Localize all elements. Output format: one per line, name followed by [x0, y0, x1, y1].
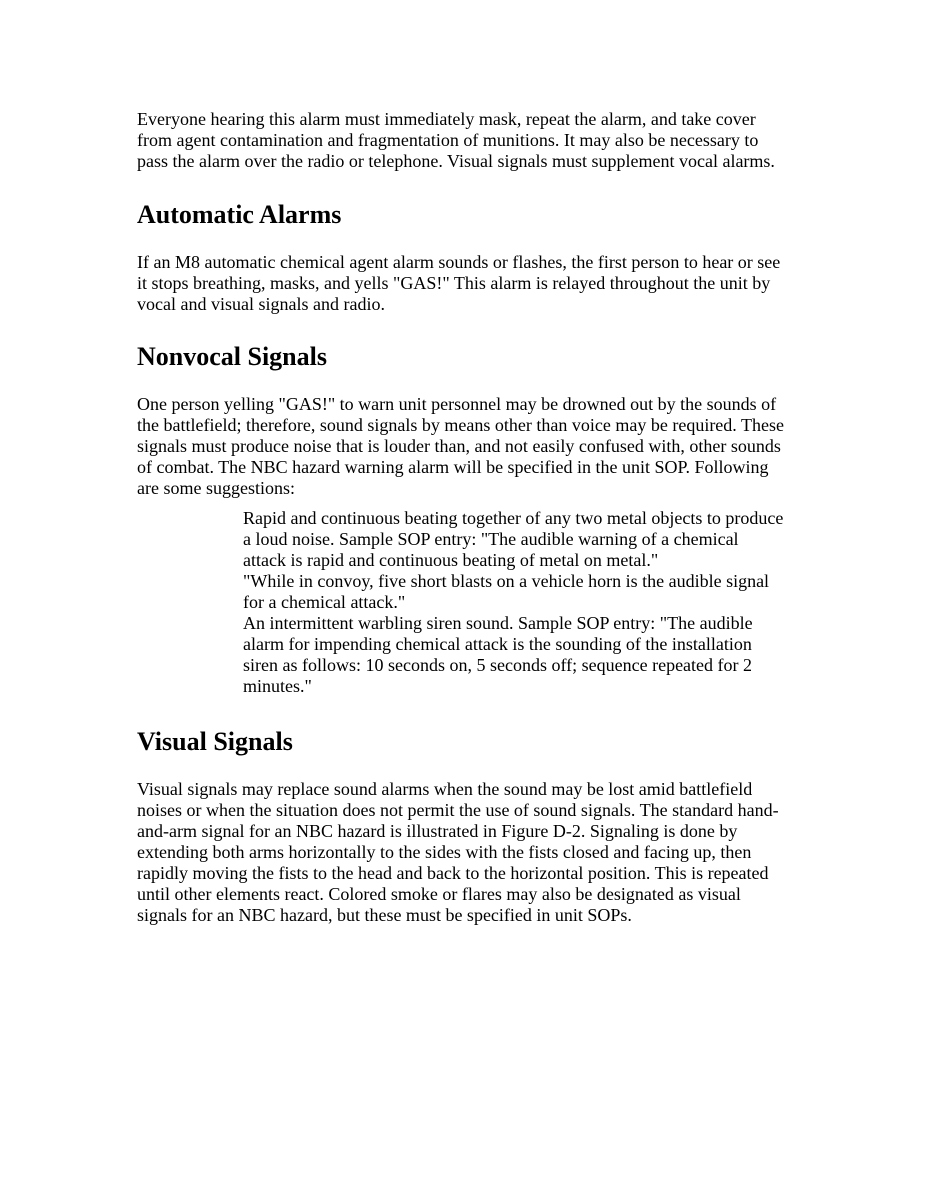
- text-line: and-arm signal for an NBC hazard is illustrated in Figure D-2. Signaling is done by: [137, 821, 738, 841]
- visual-signals-paragraph: [137, 779, 779, 926]
- nonvocal-signals-paragraph: [137, 394, 784, 499]
- text-line: are some suggestions:: [137, 478, 295, 498]
- text-line: Rapid and continuous beating together of any two metal objects to produce: [243, 508, 784, 528]
- text-line: signals must produce noise that is louder than, and not easily confused with, other sounds: [137, 436, 781, 456]
- text-line: Everyone hearing this alarm must immediately mask, repeat the alarm, and take cover: [137, 109, 756, 129]
- text-line: it stops breathing, masks, and yells "GAS!" This alarm is relayed throughout the unit by: [137, 273, 771, 293]
- text-line: alarm for impending chemical attack is the sounding of the installation: [243, 634, 752, 654]
- text-line: until other elements react. Colored smoke or flares may also be designated as visual: [137, 884, 741, 904]
- text-line: An intermittent warbling siren sound. Sample SOP entry: "The audible: [243, 613, 753, 633]
- nonvocal-suggestions-list: [243, 508, 783, 697]
- text-line: vocal and visual signals and radio.: [137, 294, 385, 314]
- text-line: If an M8 automatic chemical agent alarm sounds or flashes, the first person to hear or see: [137, 252, 781, 272]
- text-line: Visual signals may replace sound alarms when the sound may be lost amid battlefield: [137, 779, 753, 799]
- heading-automatic-alarms: Automatic Alarms: [137, 200, 342, 229]
- text-line: "While in convoy, five short blasts on a vehicle horn is the audible signal: [243, 571, 770, 591]
- text-line: for a chemical attack.": [243, 592, 406, 612]
- text-line: One person yelling "GAS!" to warn unit personnel may be drowned out by the sounds of: [137, 394, 777, 414]
- text-line: from agent contamination and fragmentation of munitions. It may also be necessary to: [137, 130, 759, 150]
- text-line: minutes.": [243, 676, 312, 696]
- text-line: siren as follows: 10 seconds on, 5 seconds off; sequence repeated for 2: [243, 655, 753, 675]
- intro-paragraph: [137, 109, 775, 172]
- heading-nonvocal-signals: Nonvocal Signals: [137, 342, 327, 371]
- heading-visual-signals: Visual Signals: [137, 727, 293, 756]
- text-line: noises or when the situation does not permit the use of sound signals. The standard hand-: [137, 800, 779, 820]
- text-line: attack is rapid and continuous beating of metal on metal.": [243, 550, 659, 570]
- text-line: pass the alarm over the radio or telephone. Visual signals must supplement vocal alarms.: [137, 151, 775, 171]
- automatic-alarms-paragraph: [137, 252, 780, 315]
- text-line: signals for an NBC hazard, but these must be specified in unit SOPs.: [137, 905, 632, 925]
- text-line: rapidly moving the fists to the head and back to the horizontal position. This is repeated: [137, 863, 769, 883]
- text-line: of combat. The NBC hazard warning alarm will be specified in the unit SOP. Following: [137, 457, 769, 477]
- text-line: extending both arms horizontally to the sides with the fists closed and facing up, then: [137, 842, 752, 862]
- text-line: the battlefield; therefore, sound signals by means other than voice may be required. These: [137, 415, 784, 435]
- text-line: a loud noise. Sample SOP entry: "The audible warning of a chemical: [243, 529, 739, 549]
